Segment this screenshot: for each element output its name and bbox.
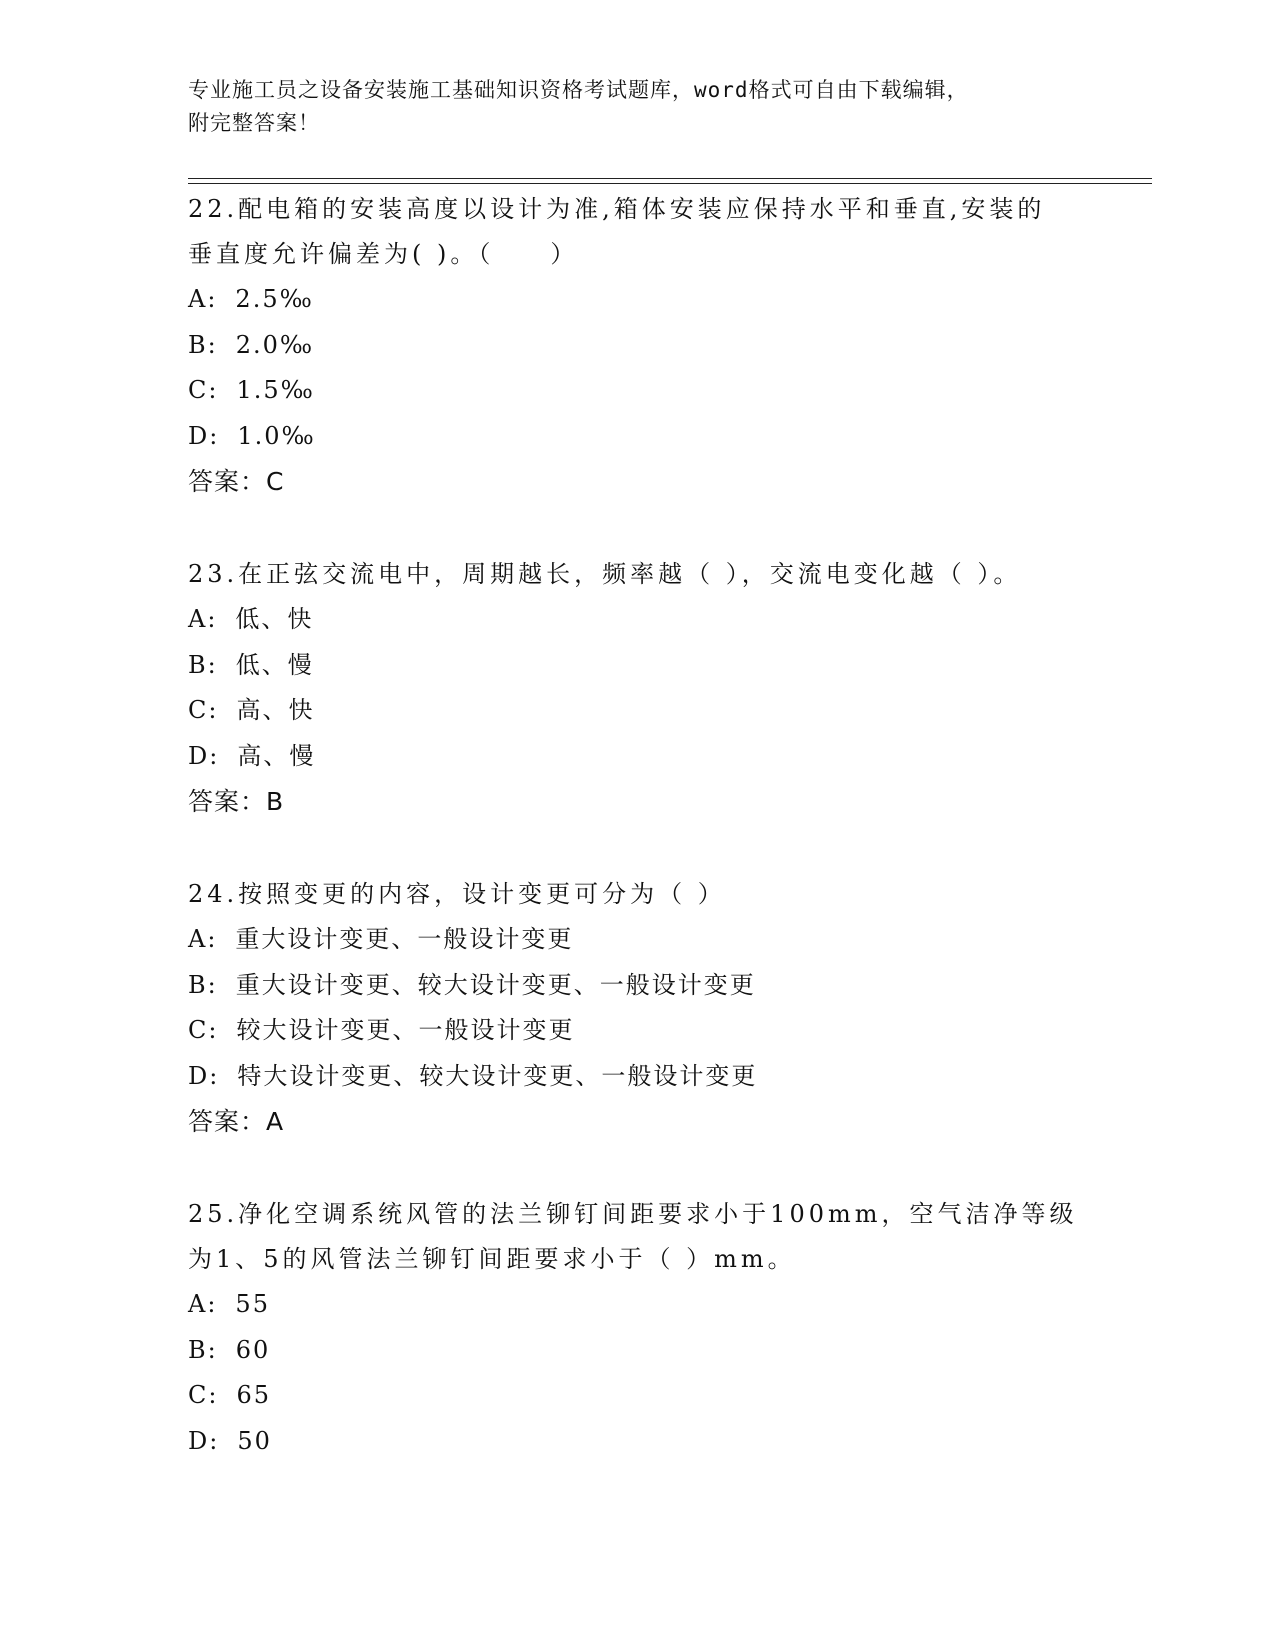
option-d <box>188 1054 1088 1100</box>
option-value: 1.5‰ <box>236 376 315 404</box>
option-c <box>188 368 1088 414</box>
option-key: A: <box>188 605 218 633</box>
option-key: C: <box>188 1381 219 1409</box>
question-number: 22. <box>188 195 239 223</box>
document-header <box>188 74 1068 140</box>
option-key: C: <box>188 696 219 724</box>
header-line-2: 附完整答案！ <box>188 111 320 135</box>
option-value: 2.0‰ <box>235 330 315 359</box>
option-b <box>188 1328 1088 1374</box>
question-text-line-2: 为1、5的风管法兰铆钉间距要求小于（ ）mm。 <box>188 1245 796 1273</box>
option-key: B: <box>188 970 218 999</box>
header-divider-bottom <box>188 183 1152 184</box>
option-b <box>188 963 1088 1009</box>
option-key: A: <box>188 1290 218 1318</box>
option-value: 50 <box>237 1426 272 1455</box>
question-number: 23. <box>188 560 239 588</box>
question-number: 25. <box>188 1200 239 1228</box>
question-text-line-2: 垂直度允许偏差为( )。（ ） <box>188 240 579 268</box>
option-key: B: <box>188 650 218 679</box>
option-value: 60 <box>235 1335 271 1364</box>
question-text-line-1: 在正弦交流电中，周期越长，频率越（ ），交流电变化越（ ）。 <box>238 560 1022 588</box>
option-d <box>188 414 1088 460</box>
option-key: D: <box>188 741 220 770</box>
question-text-line-1: 按照变更的内容，设计变更可分为（ ） <box>238 880 726 908</box>
header-divider-top <box>188 178 1152 179</box>
option-c <box>188 1008 1088 1054</box>
option-value: 1.0‰ <box>237 421 316 450</box>
question-23 <box>188 552 1088 824</box>
question-text-line-1: 配电箱的安装高度以设计为准,箱体安装应保持水平和垂直,安装的 <box>238 195 1046 223</box>
question-25 <box>188 1192 1088 1464</box>
option-key: C: <box>188 376 219 404</box>
option-c <box>188 1373 1088 1419</box>
option-value: 重大设计变更、一般设计变更 <box>235 925 574 953</box>
option-key: B: <box>188 330 218 359</box>
option-value: 2.5‰ <box>235 285 314 313</box>
option-key: A: <box>188 285 218 313</box>
option-value: 低、快 <box>235 605 314 633</box>
question-text-line-1: 净化空调系统风管的法兰铆钉间距要求小于100mm，空气洁净等级 <box>238 1200 1078 1228</box>
option-key: D: <box>188 421 220 450</box>
option-value: 特大设计变更、较大设计变更、一般设计变更 <box>237 1061 758 1090</box>
option-b <box>188 643 1088 689</box>
option-a <box>188 917 1088 963</box>
option-key: A: <box>188 925 218 953</box>
question-number: 24. <box>188 880 239 908</box>
question-24 <box>188 872 1088 1144</box>
option-key: D: <box>188 1061 220 1090</box>
option-key: D: <box>188 1426 220 1455</box>
option-a <box>188 1282 1088 1328</box>
option-value: 重大设计变更、较大设计变更、一般设计变更 <box>235 970 756 999</box>
answer-text: 答案：A <box>188 1107 285 1136</box>
question-text <box>188 1192 1088 1237</box>
option-key: B: <box>188 1335 218 1364</box>
option-key: C: <box>188 1016 219 1044</box>
option-value: 65 <box>236 1381 271 1409</box>
option-a <box>188 277 1088 323</box>
answer-text: 答案：C <box>188 467 285 496</box>
header-line-1: 专业施工员之设备安装施工基础知识资格考试题库，word格式可自由下载编辑， <box>188 78 969 102</box>
option-value: 高、快 <box>236 696 315 724</box>
option-a <box>188 597 1088 643</box>
option-c <box>188 688 1088 734</box>
option-b <box>188 323 1088 369</box>
option-value: 55 <box>235 1290 270 1318</box>
question-22 <box>188 187 1088 504</box>
option-value: 高、慢 <box>237 741 316 770</box>
option-d <box>188 734 1088 780</box>
option-value: 低、慢 <box>235 650 314 679</box>
answer-text: 答案：B <box>188 787 285 816</box>
option-value: 较大设计变更、一般设计变更 <box>236 1016 575 1044</box>
question-text <box>188 872 1088 917</box>
question-text <box>188 552 1088 597</box>
option-d <box>188 1419 1088 1465</box>
question-text <box>188 187 1088 232</box>
